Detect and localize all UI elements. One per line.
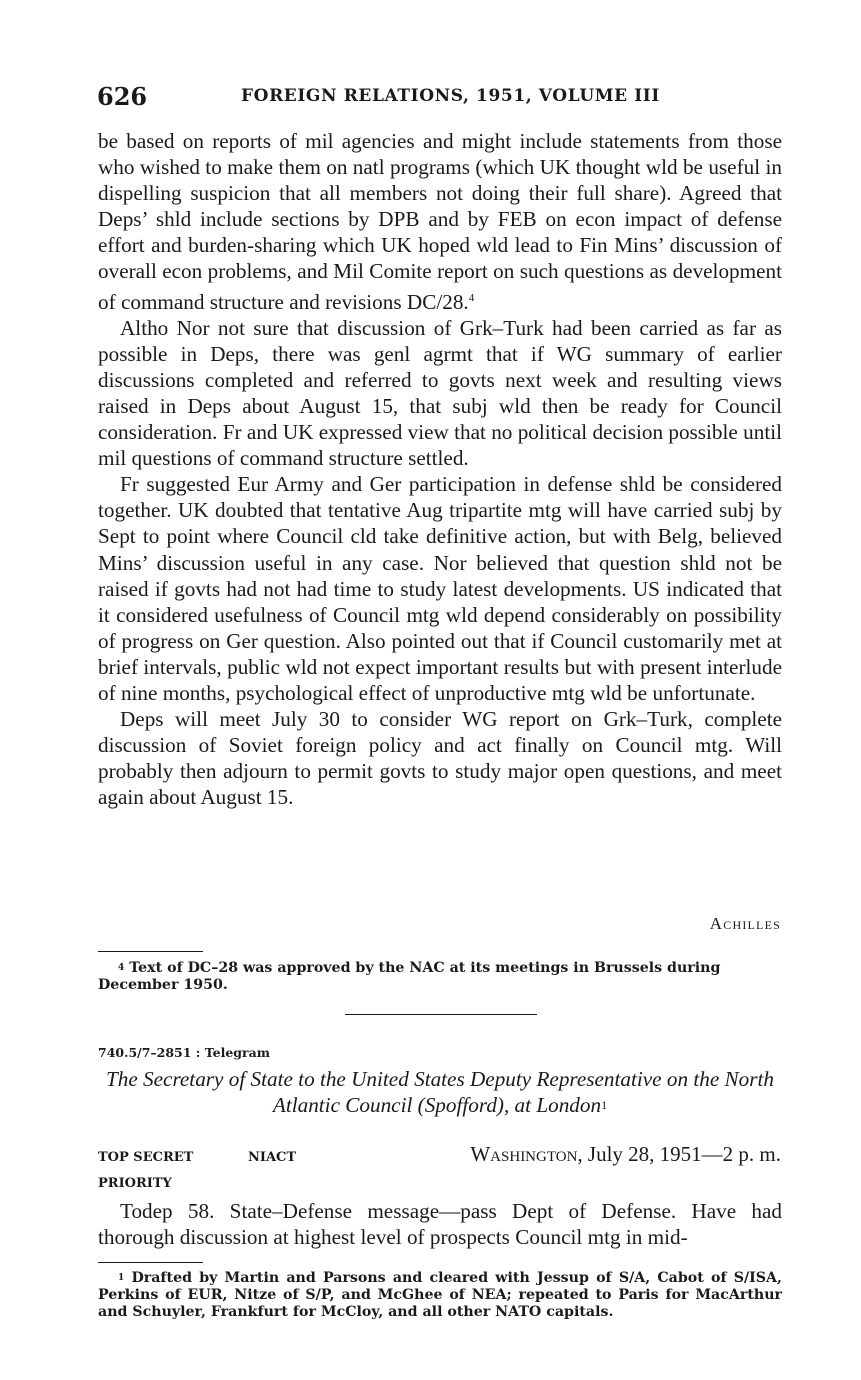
footnote-divider [98,951,203,952]
paragraph-1: be based on reports of mil agencies and might include statements from those who wished to make them on natl programs (which UK thought wld be useful in dispelling suspicion that all members not doing their full share). Agreed that Deps’ shld include sections by DPB and by FEB on econ impact of defense effort and burden-sharing which UK hoped wld lead to Fin Mins’ discussion of overall econ problems, and Mil Comite report on such questions as development of command structure and revisions DC/28.$^4$ [98,129,782,314]
paragraph-3: Fr suggested Eur Army and Ger participation in defense shld be considered together. UK doubted that tentative Aug tripartite mtg will have carried subj by Sept to point where Council cld take definitive action, but with Belg, believed Mins’ discussion useful in any case. Nor believed that question shld not be raised if govts had not had time to study latest developments. US indicated that it considered usefulness of Council mtg wld depend considerably on possibility of progress on Ger question. Also pointed out that if Council customarily met at brief intervals, public wld not expect important results but with present interlude of nine months, psychological effect of unproductive mtg wld be unfortunate. [98,472,782,706]
paragraph-2: Altho Nor not sure that discussion of Grk–Turk had been carried as far as possible in Deps, there was genl agrmt that if WG summary of earlier discussions completed and referred to govts next week and resulting views raised in Deps about August 15, that subj wld then be ready for Council consideration. Fr and UK expressed view that no political decision possible until mil questions of command structure settled. [98,315,782,471]
footnote-1: $^1$ Drafted by Martin and Parsons and cleared with Jessup of S/A, Cabot of S/ISA, Perkins of EUR, Nitze of S/P, and McGhee of NEA; repeated to Paris for MacArthur and Schuyler, Frankfurt for McCloy, and all other NATO capitals. [98,1270,782,1320]
section-divider [345,1014,537,1015]
document-file-number: 740.5/7–2851 : Telegram [98,1045,270,1060]
footnote-4: $^4$ Text of DC–28 was approved by the NAC at its meetings in Brussels during December 1950. [98,960,721,993]
document-title: The Secretary of State to the United States Deputy Representative on the North Atlantic Council (Spofford), at London$^1$ [105,1067,775,1117]
footnote-divider-2 [98,1262,203,1263]
footnote-ref-4[interactable]: 4 [468,291,475,304]
signature: Achilles [709,914,781,933]
page-number: 626 [97,82,148,111]
telegram-body [98,1198,782,1250]
telegram-opening: Todep 58. State–Defense message—pass Dept of Defense. Have had thorough discussion at highest level of prospects Council mtg in mid- [98,1199,782,1250]
running-title: FOREIGN RELATIONS, 1951, VOLUME III [241,86,660,106]
channel: NIACT [248,1150,297,1165]
priority: PRIORITY [98,1176,172,1191]
body-text [98,128,782,811]
classification: TOP SECRET [98,1150,194,1165]
paragraph-4: Deps will meet July 30 to consider WG report on Grk–Turk, complete discussion of Soviet foreign policy and act finally on Council mtg. Will probably then adjourn to permit govts to study major open questions, and meet again about August 15. [98,707,782,810]
dateline: Washington, July 28, 1951—2 p. m. [470,1142,781,1166]
title-footnote-ref[interactable]: 1 [601,1098,608,1112]
